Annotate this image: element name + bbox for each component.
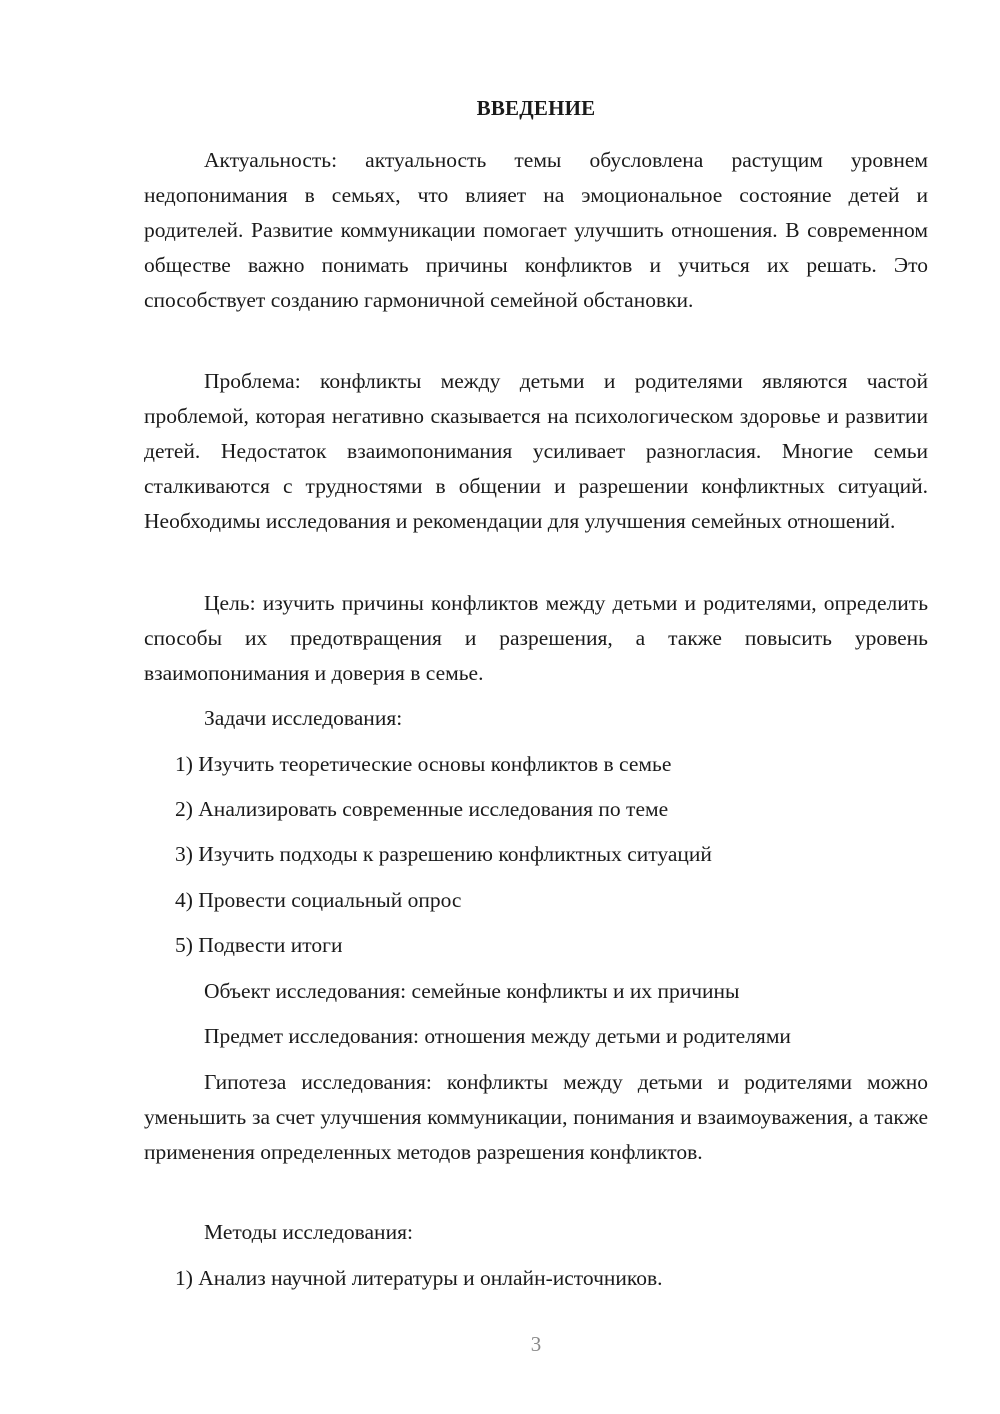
task-item: 3) Изучить подходы к разрешению конфликтных ситуаций — [175, 842, 712, 866]
page-title: ВВЕДЕНИЕ — [476, 96, 596, 120]
page-number: 3 — [530, 1332, 542, 1356]
tasks-heading: Задачи исследования: — [204, 706, 403, 730]
hypothesis-paragraph: Гипотеза исследования: конфликты между детьми и родителями можно уменьшить за счет улучшения коммуникации, понимания и взаимоуважения, а также применения определенных методов разрешения конфликтов. — [144, 1070, 928, 1164]
relevance-paragraph: Актуальность: актуальность темы обусловлена растущим уровнем недопонимания в семьях, что влияет на эмоциональное состояние детей и родителей. Развитие коммуникации помогает улучшить отношения. В современном обществе важно понимать причины конфликтов и учиться их решать. Это способствует созданию гармоничной семейной обстановки. — [144, 148, 928, 312]
subject-line: Предмет исследования: отношения между детьми и родителями — [204, 1024, 791, 1048]
task-item: 5) Подвести итоги — [175, 933, 343, 957]
goal-paragraph: Цель: изучить причины конфликтов между детьми и родителями, определить способы их предотвращения и разрешения, а также повысить уровень взаимопонимания и доверия в семье. — [144, 591, 928, 685]
task-item: 1) Изучить теоретические основы конфликтов в семье — [175, 752, 672, 776]
methods-heading: Методы исследования: — [204, 1220, 413, 1244]
method-item: 1) Анализ научной литературы и онлайн-источников. — [175, 1266, 663, 1290]
problem-paragraph: Проблема: конфликты между детьми и родителями являются частой проблемой, которая негативно сказывается на психологическом здоровье и развитии детей. Недостаток взаимопонимания усиливает разногласия. Многие семьи сталкиваются с трудностями в общении и разрешении конфликтных ситуаций. Необходимы исследования и рекомендации для улучшения семейных отношений. — [144, 369, 928, 533]
task-item: 4) Провести социальный опрос — [175, 888, 462, 912]
task-item: 2) Анализировать современные исследования по теме — [175, 797, 669, 821]
object-line: Объект исследования: семейные конфликты и их причины — [204, 979, 740, 1003]
